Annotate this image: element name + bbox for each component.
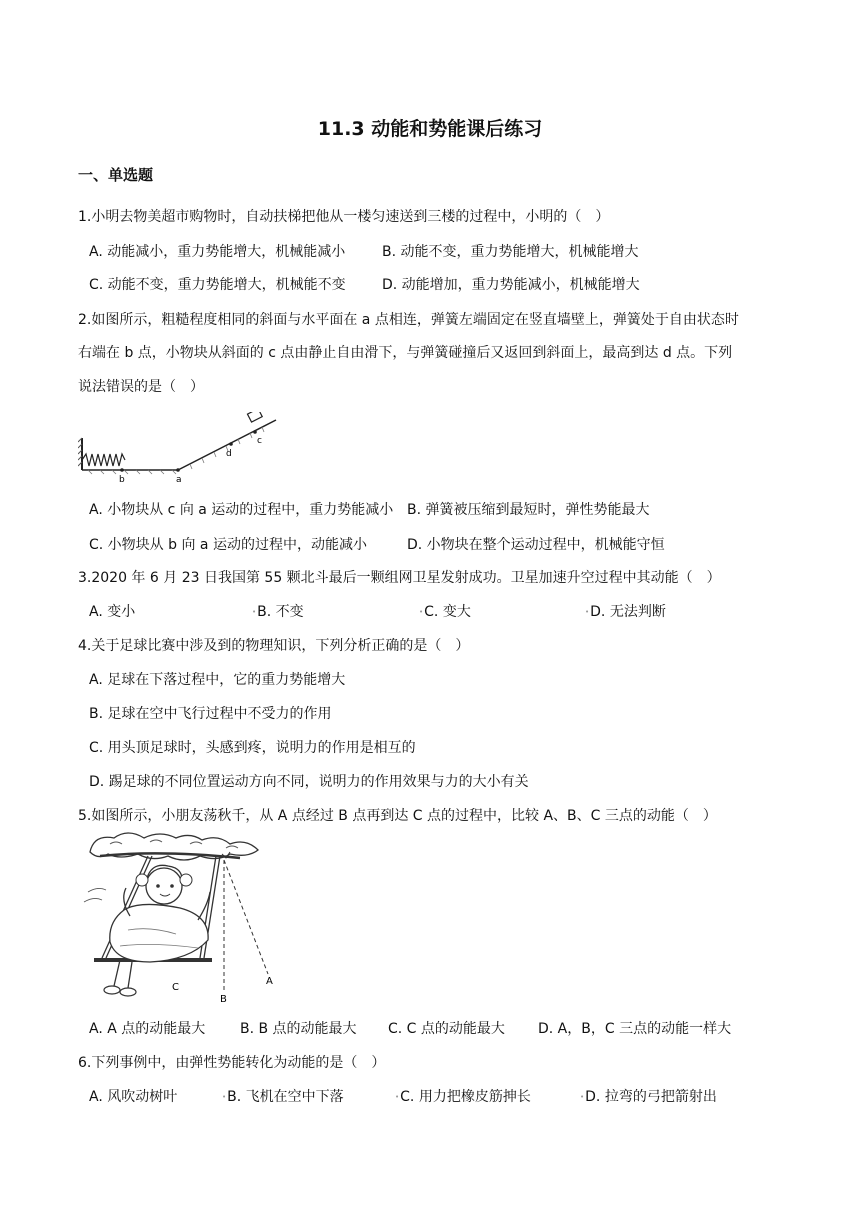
question-2-stem-line-3: 说法错误的是（ ） xyxy=(78,379,204,395)
q3-option-a: A. 变小 xyxy=(89,604,136,620)
q3-option-b: •B. 不变 xyxy=(252,604,304,620)
page-title: 11.3 动能和势能课后练习 xyxy=(317,118,543,140)
q6-option-d: •D. 拉弯的弓把箭射出 xyxy=(580,1089,717,1105)
q1-option-b: B. 动能不变，重力势能增大，机械能增大 xyxy=(382,244,639,260)
q1-option-a: A. 动能减小，重力势能增大，机械能减小 xyxy=(89,244,346,260)
label-C: C xyxy=(172,982,179,993)
q5-option-b: B. B 点的动能最大 xyxy=(240,1021,357,1037)
label-A: A xyxy=(266,976,273,987)
question-6-stem: 6.下列事例中，由弹性势能转化为动能的是（ ） xyxy=(78,1055,386,1071)
q5-option-c: C. C 点的动能最大 xyxy=(388,1021,505,1037)
question-5-stem: 5.如图所示，小朋友荡秋千，从 A 点经过 B 点再到达 C 点的过程中，比较 A、B、C 三点的动能（ ） xyxy=(78,808,717,824)
section-heading: 一、单选题 xyxy=(78,166,154,184)
q3-option-c: •C. 变大 xyxy=(419,604,471,620)
incline-spring-figure xyxy=(78,412,280,484)
q6-option-b: •B. 飞机在空中下落 xyxy=(222,1089,344,1105)
label-b: b xyxy=(119,475,125,484)
swing-figure xyxy=(80,830,285,1008)
q6-option-a: A. 风吹动树叶 xyxy=(89,1089,178,1105)
label-c: c xyxy=(257,436,262,446)
question-2-stem-line-2: 右端在 b 点，小物块从斜面的 c 点由静止自由滑下，与弹簧碰撞后又返回到斜面上，最高到达 d 点。下列 xyxy=(78,345,733,361)
q4-option-a: A. 足球在下落过程中，它的重力势能增大 xyxy=(89,672,346,688)
question-3-stem: 3.2020 年 6 月 23 日我国第 55 颗北斗最后一颗组网卫星发射成功。卫星加速升空过程中其动能（ ） xyxy=(78,570,721,586)
q3-option-d: •D. 无法判断 xyxy=(585,604,666,620)
q2-option-c: C. 小物块从 b 向 a 运动的过程中，动能减小 xyxy=(89,537,367,553)
label-B: B xyxy=(220,994,227,1005)
q2-option-b: B. 弹簧被压缩到最短时，弹性势能最大 xyxy=(407,502,650,518)
question-1-stem: 1.小明去物美超市购物时，自动扶梯把他从一楼匀速送到三楼的过程中，小明的（ ） xyxy=(78,209,610,225)
q4-option-c: C. 用头顶足球时，头感到疼，说明力的作用是相互的 xyxy=(89,740,416,756)
girl-dress xyxy=(110,904,208,962)
slanted-dashed-line xyxy=(224,860,268,974)
q2-option-a: A. 小物块从 c 向 a 运动的过程中，重力势能减小 xyxy=(89,502,394,518)
label-a: a xyxy=(176,475,182,484)
q2-option-d: D. 小物块在整个运动过程中，机械能守恒 xyxy=(407,537,665,553)
question-2-stem-line-1: 2.如图所示，粗糙程度相同的斜面与水平面在 a 点相连，弹簧左端固定在竖直墙壁上，弹簧处于自由状态时 xyxy=(78,312,739,328)
q4-option-b: B. 足球在空中飞行过程中不受力的作用 xyxy=(89,706,332,722)
q4-option-d: D. 踢足球的不同位置运动方向不同，说明力的作用效果与力的大小有关 xyxy=(89,774,529,790)
label-d: d xyxy=(226,449,232,459)
q5-option-d: D. A，B，C 三点的动能一样大 xyxy=(538,1021,732,1037)
spring xyxy=(82,454,125,466)
question-4-stem: 4.关于足球比赛中涉及到的物理知识，下列分析正确的是（ ） xyxy=(78,638,470,654)
q6-option-c: •C. 用力把橡皮筋抻长 xyxy=(395,1089,531,1105)
q1-option-c: C. 动能不变，重力势能增大，机械能不变 xyxy=(89,277,346,293)
q5-option-a: A. A 点的动能最大 xyxy=(89,1021,206,1037)
girl-head xyxy=(146,868,182,904)
q1-option-d: D. 动能增加，重力势能减小，机械能增大 xyxy=(382,277,640,293)
sliding-block xyxy=(247,412,262,422)
